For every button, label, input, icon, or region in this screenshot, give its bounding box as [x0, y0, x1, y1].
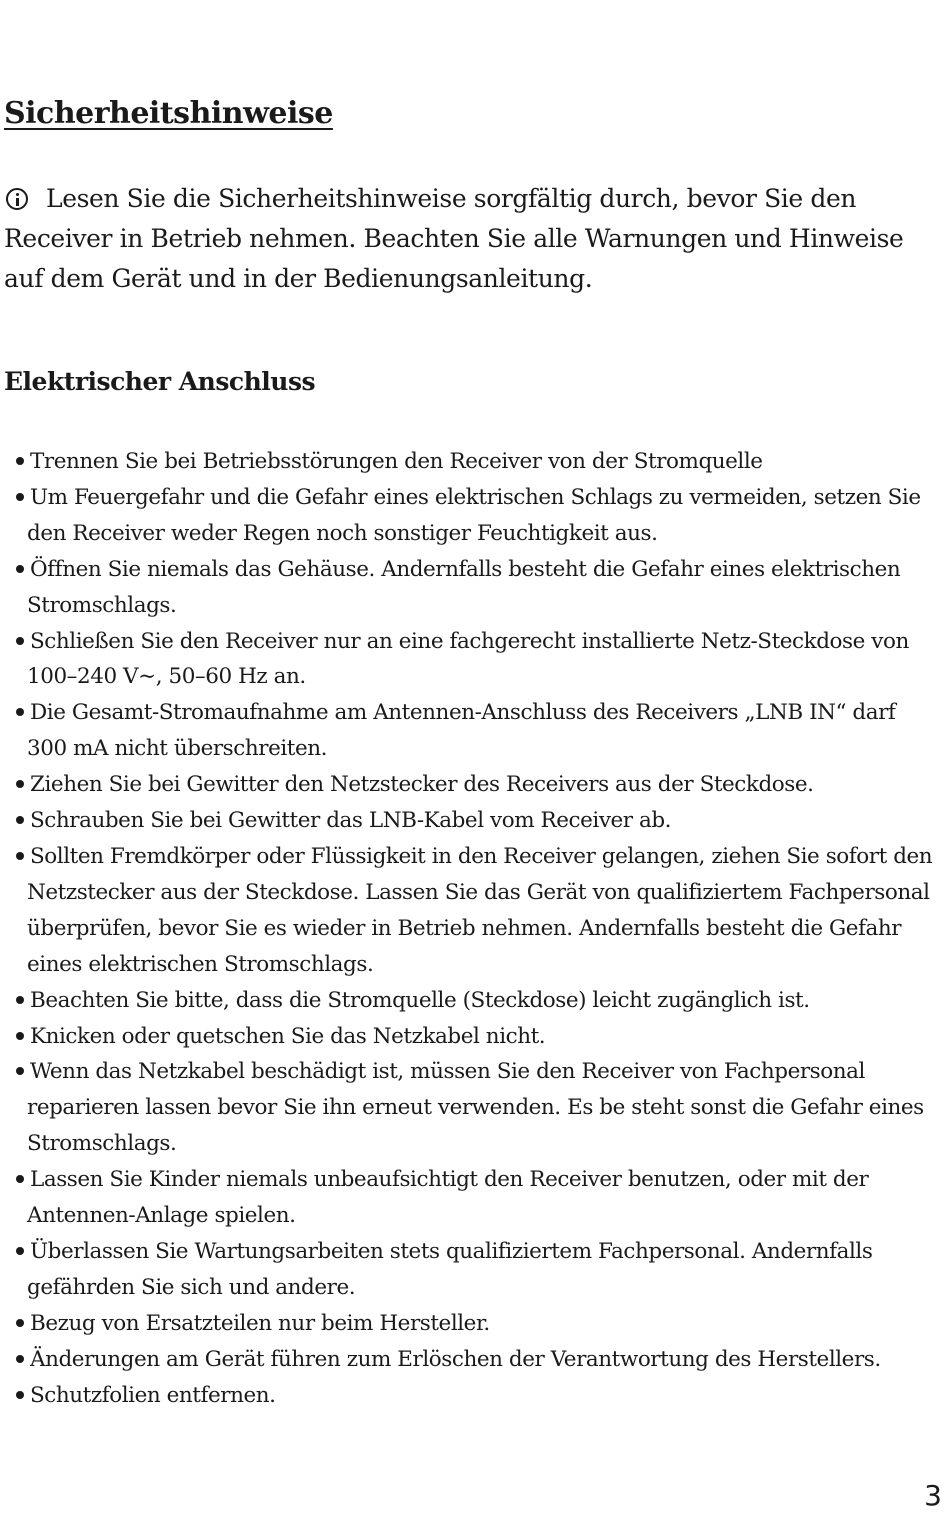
- bullet-icon: [16, 493, 24, 501]
- list-item-text: Ziehen Sie bei Gewitter den Netzstecker des Receivers aus der Steckdose.: [30, 772, 814, 798]
- bullet-icon: [16, 708, 24, 716]
- list-item: [4, 1306, 939, 1342]
- bullet-icon: [16, 565, 24, 573]
- list-item-text: Wenn das Netzkabel beschädigt ist, müssen Sie den Receiver von Fachpersonal reparieren lassen bevor Sie ihn erneut verwenden. Es be steht sonst die Gefahr eines Stromschlags.: [27, 1059, 924, 1157]
- list-item-text: Die Gesamt-Stromaufnahme am Antennen-Anschluss des Receivers „LNB IN“ darf 300 mA nicht überschreiten.: [27, 700, 896, 762]
- list-item-text: Schließen Sie den Receiver nur an eine fachgerecht installierte Netz-Steckdose von 100–240 V∼, 50–60 Hz an.: [27, 628, 909, 690]
- bullet-icon: [16, 457, 24, 465]
- list-item: [4, 444, 939, 480]
- bullet-icon: [16, 1391, 24, 1399]
- list-item: [4, 1342, 939, 1378]
- page-title: Sicherheitshinweise: [4, 96, 333, 131]
- bullet-icon: [16, 780, 24, 788]
- list-item: [4, 803, 939, 839]
- list-item-text: Änderungen am Gerät führen zum Erlöschen der Verantwortung des Herstellers.: [30, 1346, 881, 1372]
- intro-paragraph: [4, 179, 944, 299]
- list-item-text: Bezug von Ersatzteilen nur beim Hersteller.: [30, 1310, 490, 1336]
- list-item: [4, 552, 939, 624]
- list-item: [4, 767, 939, 803]
- page-number: 3: [924, 1479, 942, 1512]
- bullet-icon: [16, 1032, 24, 1040]
- list-item-text: Trennen Sie bei Betriebsstörungen den Receiver von der Stromquelle: [30, 449, 763, 474]
- bullet-icon: [16, 1175, 24, 1183]
- list-item: [4, 480, 939, 552]
- bullet-icon: [16, 852, 24, 860]
- list-item: [4, 695, 939, 767]
- list-item-text: Öffnen Sie niemals das Gehäuse. Andernfalls besteht die Gefahr eines elektrischen Stromschlags.: [27, 556, 901, 618]
- bullet-icon: [16, 816, 24, 824]
- list-item: [4, 1162, 939, 1234]
- list-item-text: Beachten Sie bitte, dass die Stromquelle (Steckdose) leicht zugänglich ist.: [30, 987, 810, 1013]
- list-item-text: Um Feuergefahr und die Gefahr eines elektrischen Schlags zu vermeiden, setzen Sie den Receiver weder Regen noch sonstiger Feuchtigkeit aus.: [27, 484, 921, 546]
- list-item-text: Knicken oder quetschen Sie das Netzkabel nicht.: [30, 1023, 546, 1049]
- list-item: [4, 624, 939, 696]
- info-icon: [6, 188, 28, 210]
- list-item: [4, 839, 939, 983]
- list-item-text: Schrauben Sie bei Gewitter das LNB-Kabel vom Receiver ab.: [30, 808, 672, 834]
- bullet-icon: [16, 1319, 24, 1327]
- bullet-icon: [16, 996, 24, 1004]
- bullet-icon: [16, 1247, 24, 1255]
- list-item-text: Lassen Sie Kinder niemals unbeaufsichtigt den Receiver benutzen, oder mit der Antennen-Anlage spielen.: [27, 1167, 869, 1229]
- bullet-icon: [16, 1355, 24, 1363]
- safety-list: [4, 444, 939, 1413]
- bullet-icon: [16, 637, 24, 645]
- list-item: [4, 1378, 939, 1414]
- list-item-text: Sollten Fremdkörper oder Flüssigkeit in den Receiver gelangen, ziehen Sie sofort den Netzstecker aus der Steckdose. Lassen Sie das Gerät von qualifiziertem Fachpersonal überprüfen, bevor Sie es wieder in Betrieb nehmen. Andernfalls besteht die Gefahr eines elektrischen Stromschlags.: [27, 843, 933, 977]
- bullet-icon: [16, 1067, 24, 1075]
- list-item-text: Überlassen Sie Wartungsarbeiten stets qualifiziertem Fachpersonal. Andernfalls gefährden Sie sich und andere.: [27, 1238, 873, 1300]
- list-item: [4, 1234, 939, 1306]
- list-item: [4, 1054, 939, 1162]
- list-item: [4, 1019, 939, 1055]
- section-title: Elektrischer Anschluss: [4, 367, 316, 396]
- list-item: [4, 983, 939, 1019]
- intro-text: Lesen Sie die Sicherheitshinweise sorgfältig durch, bevor Sie den Receiver in Betrieb nehmen. Beachten Sie alle Warnungen und Hinweise auf dem Gerät und in der Bedienungsanleitung.: [4, 184, 904, 293]
- list-item-text: Schutzfolien entfernen.: [30, 1382, 276, 1408]
